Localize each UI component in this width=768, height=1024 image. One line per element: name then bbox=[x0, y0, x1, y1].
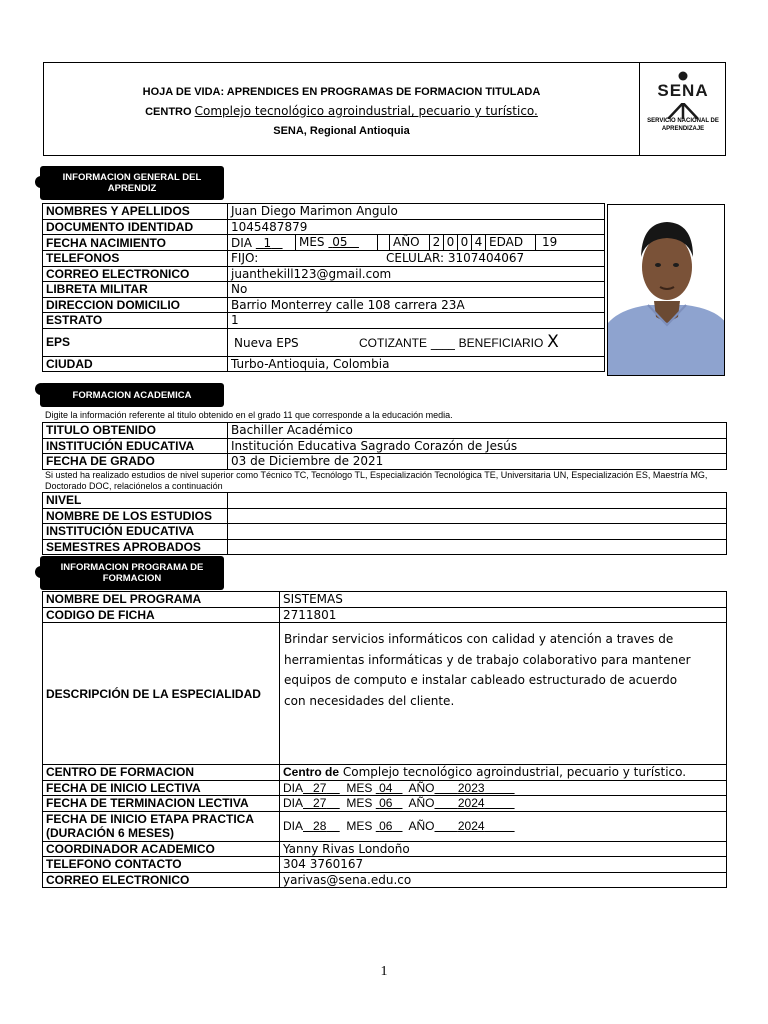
mes-value: 06 bbox=[379, 796, 393, 811]
direccion-label: DIRECCION DOMICILIO bbox=[43, 297, 228, 313]
nombres-label: NOMBRES Y APELLIDOS bbox=[43, 204, 228, 220]
titulo-label: TITULO OBTENIDO bbox=[43, 423, 228, 439]
coordinador-correo-label: CORREO ELECTRONICO bbox=[43, 872, 280, 888]
superior-table bbox=[42, 492, 727, 555]
coordinador-correo-value[interactable]: yarivas@sena.edu.co bbox=[280, 872, 727, 888]
eps-value[interactable]: Nueva EPS COTIZANTE ____ BENEFICIARIO X bbox=[228, 328, 605, 356]
ano-digit: 0 bbox=[457, 235, 471, 250]
telefono-contacto-value[interactable]: 304 3760167 bbox=[280, 857, 727, 873]
fijo-label: FIJO: bbox=[231, 251, 259, 266]
telefono-contacto-label: TELEFONO CONTACTO bbox=[43, 857, 280, 873]
programa-nombre-value[interactable]: SISTEMAS bbox=[280, 592, 727, 608]
descripcion-line: Brindar servicios informáticos con calidad y atención a traves de bbox=[284, 632, 674, 646]
beneficiario-label: BENEFICIARIO bbox=[458, 336, 544, 350]
sena-logo bbox=[644, 69, 722, 149]
table-row bbox=[43, 251, 605, 267]
applicant-photo bbox=[607, 204, 725, 376]
estrato-label: ESTRATO bbox=[43, 313, 228, 329]
institucion-label: INSTITUCIÓN EDUCATIVA bbox=[43, 438, 228, 454]
table-row bbox=[43, 765, 727, 781]
table-row bbox=[43, 607, 727, 623]
page-number: 1 bbox=[380, 964, 388, 979]
dia-value: 27 bbox=[313, 780, 327, 795]
table-row bbox=[43, 313, 605, 329]
telefonos-label: TELEFONOS bbox=[43, 251, 228, 267]
document-title: HOJA DE VIDA: APRENDICES EN PROGRAMAS DE FORMACION TITULADA bbox=[142, 86, 541, 98]
academica-table bbox=[42, 422, 727, 470]
dia-value: 28 bbox=[313, 819, 327, 833]
ano-value: 2023 bbox=[457, 780, 485, 795]
centro-value: Complejo tecnológico agroindustrial, pecuario y turístico. bbox=[194, 104, 538, 118]
mes-value: 06 bbox=[379, 819, 393, 833]
ano-digit: 0 bbox=[443, 235, 457, 250]
header-divider bbox=[639, 63, 640, 155]
semestres-value[interactable] bbox=[228, 539, 727, 555]
table-row bbox=[43, 423, 727, 439]
mes-label: MES bbox=[346, 819, 373, 833]
titulo-value[interactable]: Bachiller Académico bbox=[228, 423, 727, 439]
cotizante-label: COTIZANTE bbox=[359, 336, 427, 350]
libreta-label: LIBRETA MILITAR bbox=[43, 282, 228, 298]
fecha-nacimiento-label: FECHA NACIMIENTO bbox=[43, 235, 228, 251]
eps-label: EPS bbox=[43, 328, 228, 356]
mes-value: 04 bbox=[379, 780, 393, 795]
centro-formacion-name: Complejo tecnológico agroindustrial, pecuario y turístico. bbox=[342, 765, 687, 780]
table-row bbox=[43, 524, 727, 540]
celular-label: CELULAR: bbox=[386, 251, 445, 266]
documento-value[interactable]: 1045487879 bbox=[228, 219, 605, 235]
libreta-value[interactable]: No bbox=[228, 282, 605, 298]
ano-label: AÑO bbox=[389, 235, 429, 250]
inicio-lectiva-value[interactable] bbox=[280, 780, 727, 796]
fecha-grado-value[interactable]: 03 de Diciembre de 2021 bbox=[228, 454, 727, 470]
inicio-lectiva-label: FECHA DE INICIO LECTIVA bbox=[43, 780, 280, 796]
programa-nombre-label: NOMBRE DEL PROGRAMA bbox=[43, 592, 280, 608]
table-row bbox=[43, 872, 727, 888]
dia-label: DIA bbox=[231, 235, 252, 250]
table-row bbox=[43, 592, 727, 608]
ficha-value[interactable]: 2711801 bbox=[280, 607, 727, 623]
ano-value: 2024 bbox=[457, 796, 485, 811]
edad-value: 19 bbox=[535, 235, 575, 250]
regional-label: SENA, Regional Antioquia bbox=[273, 125, 410, 137]
table-row bbox=[43, 328, 605, 356]
dia-label: DIA bbox=[283, 780, 304, 795]
telefonos-value[interactable] bbox=[228, 251, 605, 267]
table-row bbox=[43, 841, 727, 857]
fecha-grado-label: FECHA DE GRADO bbox=[43, 454, 228, 470]
centro-formacion-value[interactable] bbox=[280, 765, 727, 781]
dia-value: 27 bbox=[313, 796, 327, 811]
direccion-value[interactable]: Barrio Monterrey calle 108 carrera 23A bbox=[228, 297, 605, 313]
ano-value: 2024 bbox=[457, 819, 485, 833]
table-row bbox=[43, 454, 727, 470]
mes-value: 05 bbox=[332, 235, 348, 249]
mes-label: MES bbox=[346, 796, 373, 811]
mes-label: MES bbox=[299, 235, 325, 249]
table-row bbox=[43, 811, 727, 841]
institucion-superior-label: INSTITUCIÓN EDUCATIVA bbox=[43, 524, 228, 540]
estudios-label: NOMBRE DE LOS ESTUDIOS bbox=[43, 508, 228, 524]
practica-label-line: (DURACIÓN 6 MESES) bbox=[46, 826, 175, 840]
correo-value[interactable]: juanthekill123@gmail.com bbox=[228, 266, 605, 282]
table-row bbox=[43, 796, 727, 812]
academica-note: Digite la información referente al titulo obtenido en el grado 11 que corresponde a la educación media. bbox=[45, 410, 453, 420]
section-academica-tag: FORMACION ACADEMICA bbox=[40, 383, 224, 407]
nivel-label: NIVEL bbox=[43, 493, 228, 509]
ciudad-value[interactable]: Turbo-Antioquia, Colombia bbox=[228, 356, 605, 372]
practica-label bbox=[43, 811, 280, 841]
centro-label: CENTRO bbox=[145, 106, 192, 118]
semestres-label: SEMESTRES APROBADOS bbox=[43, 539, 228, 555]
ano-label: AÑO bbox=[408, 796, 435, 811]
ano-digit: 4 bbox=[471, 235, 485, 250]
celular-value: 3107404067 bbox=[447, 251, 525, 266]
beneficiario-check-icon[interactable]: X bbox=[547, 332, 559, 352]
ficha-label: CODIGO DE FICHA bbox=[43, 607, 280, 623]
ano-label: AÑO bbox=[408, 780, 435, 795]
table-row bbox=[43, 297, 605, 313]
nivel-value[interactable] bbox=[228, 493, 727, 509]
table-row bbox=[43, 438, 727, 454]
dia-label: DIA bbox=[283, 819, 304, 833]
ano-digit: 2 bbox=[429, 235, 443, 250]
applicant-portrait-icon bbox=[608, 205, 725, 376]
descripcion-value[interactable] bbox=[280, 623, 727, 765]
logo-text: SENA bbox=[657, 81, 709, 100]
logo-figure-icon bbox=[658, 103, 708, 119]
dia-label: DIA bbox=[283, 796, 304, 811]
nombres-value[interactable]: Juan Diego Marimon Angulo bbox=[228, 204, 605, 220]
table-row bbox=[43, 235, 605, 251]
table-row bbox=[43, 493, 727, 509]
centro-line bbox=[44, 104, 639, 118]
estudios-value[interactable] bbox=[228, 508, 727, 524]
section-general-tag: INFORMACION GENERAL DEL APRENDIZ bbox=[40, 166, 224, 200]
termino-lectiva-value[interactable] bbox=[280, 796, 727, 812]
dia-value: 1 bbox=[263, 235, 272, 250]
table-row bbox=[43, 857, 727, 873]
programa-table bbox=[42, 591, 727, 888]
estrato-value[interactable]: 1 bbox=[228, 313, 605, 329]
fecha-nacimiento-value[interactable] bbox=[228, 235, 605, 251]
superior-note: Si usted ha realizado estudios de nivel superior como Técnico TC, Tecnólogo TL, Especialización Tecnológica TE, Universitaria UN, Especialización ES, Maestría MG, Doctorado DOC, relaciónelos a continuación bbox=[45, 470, 708, 491]
ciudad-label: CIUDAD bbox=[43, 356, 228, 372]
institucion-superior-value[interactable] bbox=[228, 524, 727, 540]
centro-prefix: Centro de bbox=[283, 765, 340, 780]
mes-label: MES bbox=[346, 780, 373, 795]
table-row bbox=[43, 282, 605, 298]
logo-subtitle: SERVICIO NACIONAL DE APRENDIZAJE bbox=[647, 118, 719, 132]
sena-logo-icon bbox=[663, 71, 703, 101]
table-row bbox=[43, 508, 727, 524]
table-row bbox=[43, 204, 605, 220]
descripcion-line: equipos de computo e instalar cableado estructurado de acuerdo bbox=[284, 673, 678, 687]
section-programa-tag: INFORMACION PROGRAMA DE FORMACION bbox=[40, 556, 224, 590]
ano-label: AÑO bbox=[408, 819, 435, 833]
coordinador-label: COORDINADOR ACADEMICO bbox=[43, 841, 280, 857]
practica-label-line: FECHA DE INICIO ETAPA PRACTICA bbox=[46, 812, 255, 826]
termino-lectiva-label: FECHA DE TERMINACION LECTIVA bbox=[43, 796, 280, 812]
table-row bbox=[43, 539, 727, 555]
table-row bbox=[43, 780, 727, 796]
general-info-table bbox=[42, 203, 605, 372]
table-row bbox=[43, 266, 605, 282]
centro-formacion-label: CENTRO DE FORMACION bbox=[43, 765, 280, 781]
institucion-value[interactable]: Institución Educativa Sagrado Corazón de Jesús bbox=[228, 438, 727, 454]
descripcion-label: DESCRIPCIÓN DE LA ESPECIALIDAD bbox=[43, 623, 280, 765]
table-row bbox=[43, 356, 605, 372]
eps-name: Nueva EPS bbox=[234, 336, 299, 350]
descripcion-line: con necesidades del cliente. bbox=[284, 693, 455, 708]
document-header bbox=[43, 62, 726, 156]
descripcion-line: herramientas informáticas y de trabajo colaborativo para mantener bbox=[284, 652, 691, 667]
documento-label: DOCUMENTO IDENTIDAD bbox=[43, 219, 228, 235]
practica-value[interactable] bbox=[280, 811, 727, 841]
edad-label: EDAD bbox=[485, 235, 535, 250]
coordinador-value[interactable]: Yanny Rivas Londoño bbox=[280, 841, 727, 857]
table-row bbox=[43, 623, 727, 765]
table-row bbox=[43, 219, 605, 235]
correo-label: CORREO ELECTRONICO bbox=[43, 266, 228, 282]
